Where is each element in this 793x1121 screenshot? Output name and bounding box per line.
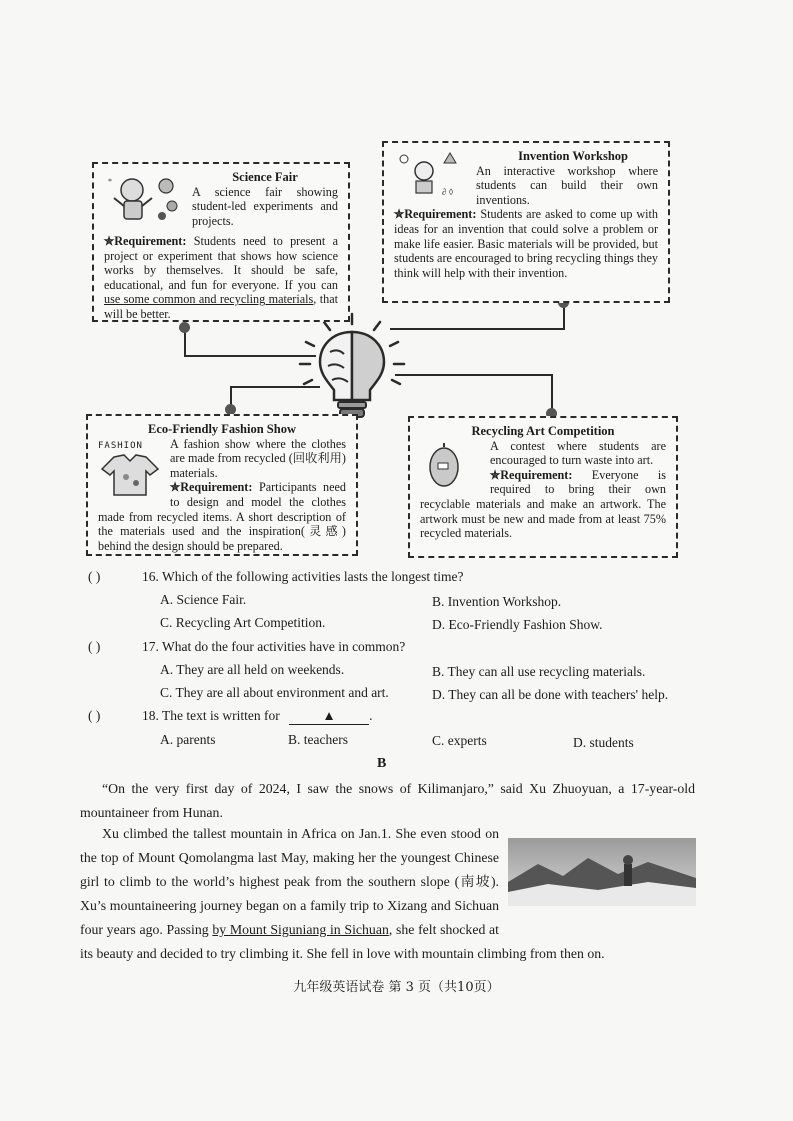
answer-paren: ( ) [88, 708, 101, 723]
recycling-art-req: Everyone is required to bring their own recyclable materials and make an artwork. The artwork must be new and made from at least 75% recycled materials. [420, 467, 666, 541]
requirement-label: ✮Requirement: [104, 234, 187, 248]
para2-underlined: by Mount Siguniang in Sichuan [212, 922, 389, 937]
inventor-icon [394, 151, 468, 199]
connector-dot [179, 322, 190, 333]
recycling-art-desc: A contest where students are encouraged to turn waste into art. [490, 438, 666, 468]
connector-line [395, 374, 552, 376]
option: A. They are all held on weekends. [160, 662, 345, 677]
para1-text: “On the very first day of 2024, I saw the snows of Kilimanjaro,” said Xu Zhuoyuan, a 17-year-old mountaineer from Hunan. [80, 781, 695, 820]
science-fair-req-b: , that will be better. [104, 292, 338, 321]
option: A. parents [160, 732, 216, 747]
option: B. Invention Workshop. [432, 594, 562, 609]
answer-paren: ( ) [88, 639, 101, 654]
requirement-label: ✮Requirement: [490, 467, 573, 482]
requirement-label: ✮Requirement: [170, 480, 253, 495]
requirement-label: ✮Requirement: [394, 207, 477, 222]
option: C. Recycling Art Competition. [160, 615, 326, 630]
invention-workshop-box [382, 141, 670, 303]
question-18-stem: 18. The text is written for [142, 708, 280, 723]
invention-workshop-desc: An interactive workshop where students can build their own inventions. [476, 163, 658, 207]
para2-text-a: Xu climbed the tallest mountain in Africa on Jan.1. She even stood on the top of Mount Qomolangma last May, making her the youngest Chinese girl to climb to the world’s highest peak from the southern slope (南坡). Xu’s mountaineering journey began on a family trip to Xizang and Sichuan four years ago. Passing [80, 826, 499, 937]
section-b-paragraph-1 [80, 777, 695, 825]
science-fair-title: Science Fair [232, 170, 298, 184]
lightbulb-brain-icon [296, 312, 408, 424]
blank-triangle-icon: ▲ [322, 708, 336, 723]
answer-blank [289, 708, 369, 725]
clothes-icon [98, 453, 162, 497]
answer-paren: ( ) [88, 569, 101, 584]
connector-line [184, 330, 186, 356]
option: C. They are all about environment and art. [160, 685, 389, 700]
science-fair-box [92, 162, 350, 322]
recycling-art-title: Recycling Art Competition [471, 424, 615, 438]
question-16: 16. Which of the following activities lasts the longest time? [142, 569, 464, 584]
section-b-heading: B [377, 756, 387, 771]
connector-line [390, 328, 565, 330]
option: D. students [573, 735, 634, 750]
fashion-picture [98, 439, 162, 501]
invention-workshop-title: Invention Workshop [518, 149, 628, 163]
recycling-art-box [408, 416, 678, 558]
fashion-pic-label: FASHION [98, 440, 143, 451]
invention-workshop-req: Students are asked to come up with ideas for an invention that could solve a problem or make life easier. Basic materials will be provided, but students are encouraged to bring recycling things they think will help with their invention. [394, 207, 658, 280]
science-fair-desc: A science fair showing student-led experiments and projects. [192, 184, 338, 228]
option: B. teachers [288, 732, 348, 747]
question-18-end: . [369, 708, 373, 723]
page-footer: 九年级英语试卷 第 3 页（共10页） [293, 980, 500, 995]
svg-text:*: * [108, 177, 112, 186]
recycled-art-icon [420, 441, 482, 491]
science-fair-req-underlined: use some common and recycling materials [104, 292, 314, 307]
fashion-show-desc: A fashion show where the clothes are made from recycled (回收利用) materials. [170, 436, 346, 480]
option: A. Science Fair. [160, 592, 247, 607]
astronaut-icon [104, 172, 184, 232]
para2-text-b: , she felt shocked at its beauty and decided to try climbing it. She fell in love with mountain climbing from then on. [80, 922, 605, 961]
question-18 [142, 708, 372, 725]
svg-text:∂ ◊: ∂ ◊ [442, 187, 454, 197]
question-17: 17. What do the four activities have in common? [142, 639, 406, 654]
option: D. Eco-Friendly Fashion Show. [432, 617, 603, 632]
section-b-paragraph-2 [80, 822, 695, 966]
option: D. They can all be done with teachers' help. [432, 687, 669, 702]
option: B. They can all use recycling materials. [432, 664, 646, 679]
fashion-show-box [86, 414, 358, 556]
science-fair-req-a: Students need to present a project or experiment that shows how science works by themselves. It should be safe, educational, and fun for everyone. If you can [104, 234, 338, 292]
fashion-show-req: Participants need to design and model the clothes made from recycled items. A short description of the materials used and the inspiration(灵感) behind the design should be prepared. [98, 480, 346, 553]
option: C. experts [432, 733, 487, 748]
fashion-show-title: Eco-Friendly Fashion Show [148, 422, 296, 436]
